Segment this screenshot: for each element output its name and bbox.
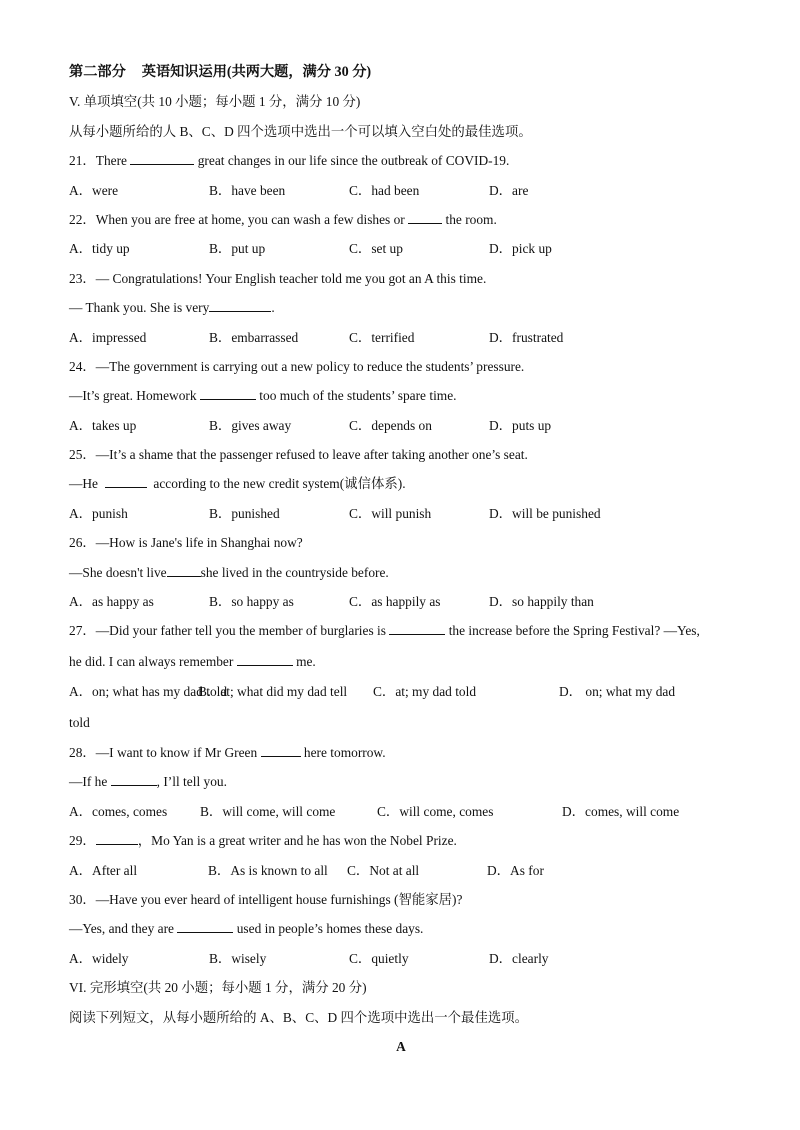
part-label: 第二部分 (69, 64, 126, 80)
option-c: C．depends on (349, 417, 432, 433)
option-c: C．terrified (349, 329, 415, 345)
question-25-reply: —He according to the new credit system(诚信体系). (69, 476, 406, 492)
question-25: 25．—It’s a shame that the passenger refused to leave after taking another one’s seat. (69, 447, 528, 463)
option-d: D．comes, will come (562, 803, 680, 819)
question-25-options (69, 499, 733, 528)
question-22: 22．When you are free at home, you can wash a few dishes or the room. (69, 211, 497, 227)
option-a: A．comes, comes (69, 803, 168, 819)
question-29: 29． ，Mo Yan is a great writer and he has won the Nobel Prize. (69, 833, 457, 849)
option-d: D．clearly (489, 950, 549, 966)
option-a: A．widely (69, 950, 129, 966)
question-30-options (69, 944, 733, 973)
answer-blank (96, 832, 138, 845)
question-23-reply: — Thank you. She is very . (69, 300, 275, 316)
option-a: A．punish (69, 505, 128, 521)
option-b: B．As is known to all (208, 862, 328, 878)
exam-page (69, 58, 733, 1061)
part-heading (69, 58, 733, 87)
option-a: A．tidy up (69, 241, 130, 257)
section-6-instruction: 阅读下列短文，从每小题所给的 A、B、C、D 四个选项中选出一个最佳选项。 (69, 1009, 529, 1025)
option-d: D．pick up (489, 241, 552, 257)
question-26: 26．—How is Jane's life in Shanghai now? (69, 535, 303, 551)
question-27-cont: he did. I can always remember me. (69, 653, 316, 669)
question-27: 27．—Did your father tell you the member of burglaries is the increase before the Spring Festival? —Yes, (69, 623, 700, 639)
question-21: 21．There great changes in our life since the outbreak of COVID-19. (69, 153, 510, 169)
answer-blank (177, 920, 233, 933)
answer-blank (167, 564, 201, 577)
answer-blank (105, 475, 147, 488)
question-28-options (69, 797, 733, 826)
part-title: 英语知识运用(共两大题，满分 30 分) (141, 64, 372, 80)
option-a: A．takes up (69, 417, 137, 433)
question-24: 24．—The government is carrying out a new policy to reduce the students’ pressure. (69, 358, 525, 374)
option-c: C．had been (349, 182, 420, 198)
option-c: C．quietly (349, 950, 409, 966)
question-24-reply: —It’s great. Homework too much of the students’ spare time. (69, 388, 457, 404)
option-d: D．so happily than (489, 594, 594, 610)
option-a: A．impressed (69, 329, 147, 345)
answer-blank (408, 211, 442, 224)
answer-blank (200, 387, 256, 400)
question-30-reply: —Yes, and they are used in people’s homes these days. (69, 921, 424, 937)
question-30: 30．—Have you ever heard of intelligent house furnishings (智能家居)? (69, 891, 463, 907)
option-b: B．wisely (209, 950, 267, 966)
section-6-title: VI. 完形填空(共 20 小题；每小题 1 分，满分 20 分) (69, 980, 367, 996)
question-23-options (69, 323, 733, 352)
option-b: B．put up (209, 241, 266, 257)
question-28: 28．—I want to know if Mr Green here tomorrow. (69, 744, 386, 760)
question-27-options (69, 677, 733, 707)
answer-blank (209, 299, 271, 312)
question-29-options (69, 856, 733, 885)
question-27-options-cont: told (69, 714, 90, 730)
option-d: D． on; what my dad (559, 684, 676, 700)
option-d: D．frustrated (489, 329, 564, 345)
option-a: A．on; what has my dad told (69, 684, 228, 700)
answer-blank (111, 773, 157, 786)
answer-blank (130, 152, 194, 165)
option-b: B．so happy as (209, 594, 294, 610)
option-c: C．at; my dad told (373, 684, 477, 700)
option-d: D．As for (487, 862, 544, 878)
option-c: C．Not at all (347, 862, 420, 878)
option-c: C．as happily as (349, 594, 441, 610)
question-24-options (69, 411, 733, 440)
question-21-options (69, 176, 733, 205)
option-c: C．will punish (349, 505, 432, 521)
option-b: B．embarrassed (209, 329, 299, 345)
answer-blank (237, 653, 293, 666)
answer-blank (261, 744, 301, 757)
section-5-instruction: 从每小题所给的人 B、C、D 四个选项中选出一个可以填入空白处的最佳选项。 (69, 123, 532, 139)
question-26-reply: —She doesn't live she lived in the countryside before. (69, 564, 389, 580)
option-a: A．were (69, 182, 119, 198)
question-28-reply: —If he , I’ll tell you. (69, 774, 227, 790)
answer-blank (389, 622, 445, 635)
option-c: C．set up (349, 241, 403, 257)
option-b: B．at; what did my dad tell (198, 684, 348, 700)
option-b: B．have been (209, 182, 286, 198)
question-22-options (69, 234, 733, 263)
option-d: D．are (489, 182, 529, 198)
option-d: D．will be punished (489, 505, 601, 521)
section-5-title: V. 单项填空(共 10 小题；每小题 1 分，满分 10 分) (69, 94, 361, 110)
option-a: A．as happy as (69, 594, 154, 610)
option-b: B．punished (209, 505, 280, 521)
option-b: B．will come, will come (200, 803, 336, 819)
option-c: C．will come, comes (377, 803, 494, 819)
question-23: 23．— Congratulations! Your English teacher told me you got an A this time. (69, 270, 487, 286)
question-26-options (69, 587, 733, 616)
passage-label: A (396, 1038, 406, 1054)
option-d: D．puts up (489, 417, 552, 433)
option-b: B．gives away (209, 417, 292, 433)
option-a: A．After all (69, 862, 138, 878)
